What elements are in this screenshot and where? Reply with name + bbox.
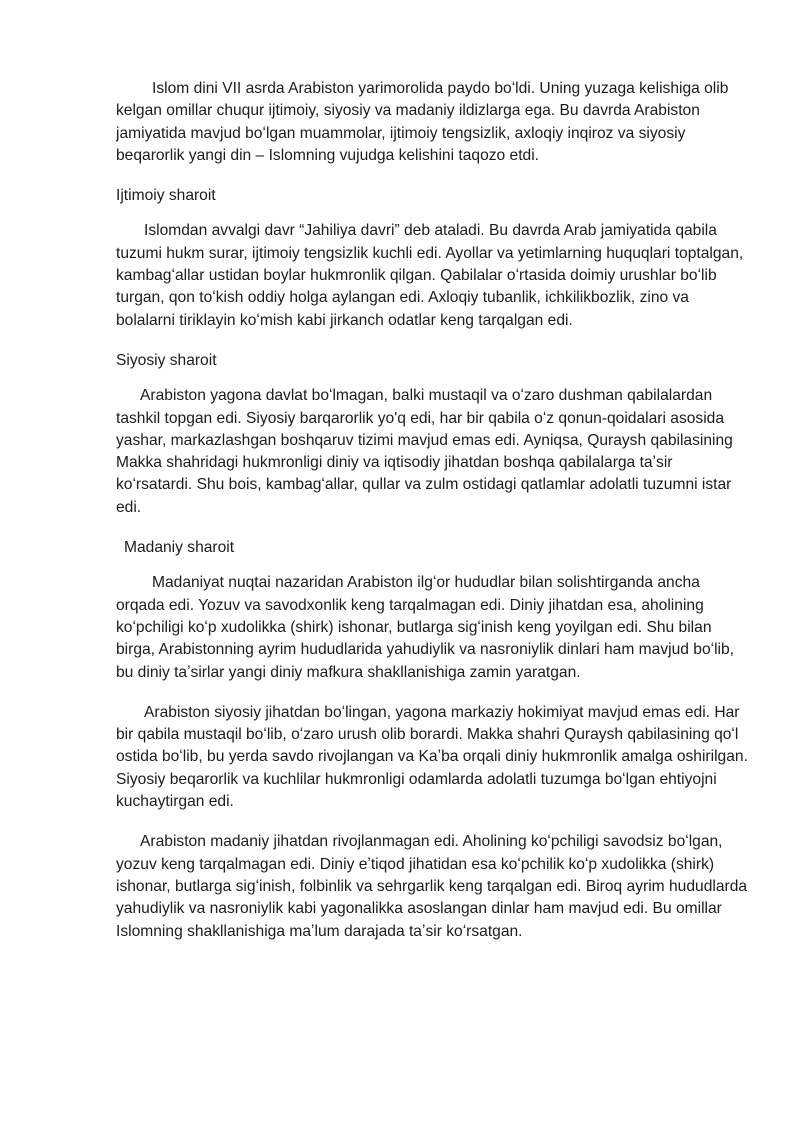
intro-paragraph: Islom dini VII asrda Arabiston yarimorolida paydo boʻldi. Uning yuzaga kelishiga olib kelgan omillar chuqur ijtimoiy, siyosiy va madaniy ildizlarga ega. Bu davrda Arabiston jamiyatida mavjud boʻlgan muammolar, ijtimoiy tengsizlik, axloqiy inqiroz va siyosiy beqarorlik yangi din – Islomning vujudga kelishini taqozo etdi. (116, 80, 729, 164)
paragraph-political-conditions: Arabiston yagona davlat boʻlmagan, balki mustaqil va oʻzaro dushman qabilalardan tashkil topgan edi. Siyosiy barqarorlik yo'q edi, har bir qabila oʻz qonun-qoidalari asosida yashar, markazlashgan boshqaruv tizimi mavjud emas edi. Ayniqsa, Quraysh qabilasining Makka shahridagi hukmronligi diniy va iqtisodiy jihatdan boshqa qabilalarga taʼsir koʻrsatardi. Shu bois, kambagʻallar, qullar va zulm ostidagi qatlamlar adolatli tuzumni istar edi. (116, 387, 733, 516)
heading-social-conditions: Ijtimoiy sharoit (116, 187, 216, 205)
heading-political-conditions: Siyosiy sharoit (116, 351, 217, 369)
heading-cultural-conditions: Madaniy sharoit (124, 539, 235, 557)
paragraph-political-summary: Arabiston siyosiy jihatdan boʻlingan, yagona markaziy hokimiyat mavjud emas edi. Har bir qabila mustaqil boʻlib, oʻzaro urush olib borardi. Makka shahri Quraysh qabilasining qoʻl ostida boʻlib, bu yerda savdo rivojlangan va Kaʼba orqali diniy hukmronlik amalga oshirilgan. Siyosiy beqarorlik va kuchlilar hukmronligi odamlarda adolatli tuzumga boʻlgan ehtiyojni kuchaytirgan edi. (116, 703, 748, 811)
paragraph-social-conditions: Islomdan avvalgi davr “Jahiliya davri” deb ataladi. Bu davrda Arab jamiyatida qabila tuzumi hukm surar, ijtimoiy tengsizlik kuchli edi. Ayollar va yetimlarning huquqlari toptalgan, kambagʻallar ustidan boylar hukmronlik qilgan. Qabilalar oʻrtasida doimiy urushlar boʻlib turgan, qon toʻkish oddiy holga aylangan edi. Axloqiy tubanlik, ichkilikbozlik, zino va bolalarni tiriklayin koʻmish kabi jirkanch odatlar keng tarqalgan edi. (116, 222, 744, 329)
paragraph-cultural-summary: Arabiston madaniy jihatdan rivojlanmagan edi. Aholining koʻpchiligi savodsiz boʻlgan, yozuv keng tarqalmagan edi. Diniy eʼtiqod jihatidan esa koʻpchilik koʻp xudolikka (shirk) ishonar, butlarga sigʻinish, folbinlik va sehrgarlik keng tarqalgan edi. Biroq ayrim hududlarda yahudiylik va nasroniylik kabi yagonalikka asoslangan dinlar ham mavjud edi. Bu omillar Islomning shakllanishiga maʼlum darajada taʼsir koʻrsatgan. (116, 833, 748, 940)
document-body (116, 78, 748, 943)
paragraph-cultural-conditions: Madaniyat nuqtai nazaridan Arabiston ilgʻor hududlar bilan solishtirganda ancha orqada edi. Yozuv va savodxonlik keng tarqalmagan edi. Diniy jihatdan esa, aholining koʻpchiligi koʻp xudolikka (shirk) ishonar, butlarga sigʻinish keng yoyilgan edi. Shu bilan birga, Arabistonning ayrim hududlarida yahudiylik va nasroniylik dinlari ham mavjud boʻlib, bu diniy taʼsirlar yangi diniy mafkura shakllanishiga zamin yaratgan. (116, 574, 735, 681)
